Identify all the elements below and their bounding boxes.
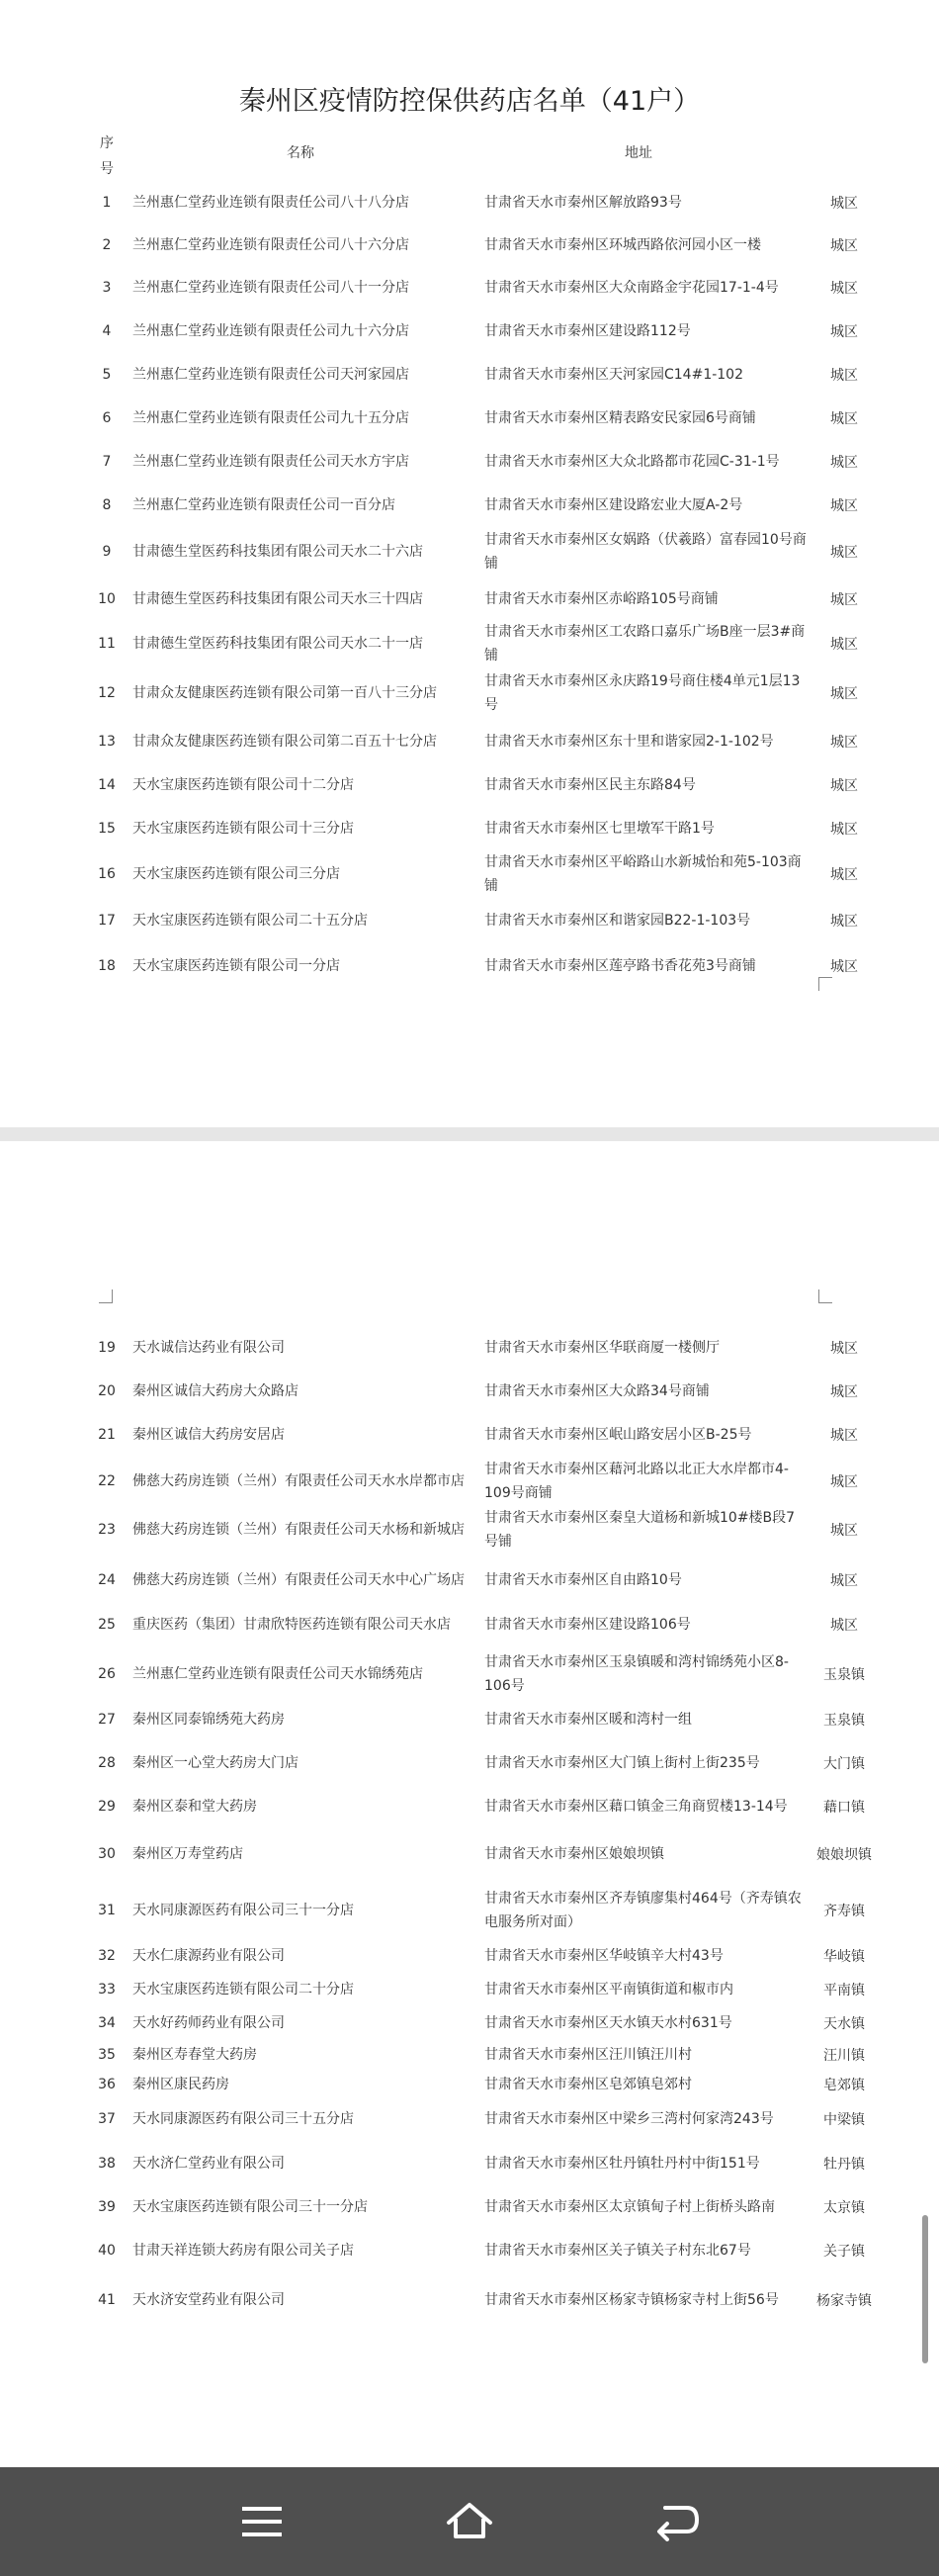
scrollbar[interactable] bbox=[922, 2215, 928, 2363]
row-district: 城区 bbox=[830, 455, 858, 471]
row-address: 甘肃省天水市秦州区解放路93号 bbox=[484, 195, 682, 211]
row-address: 甘肃省天水市秦州区大门镇上街村上街235号 bbox=[484, 1755, 760, 1771]
row-seq: 10 bbox=[98, 591, 116, 607]
row-name: 天水宝康医药连锁有限公司一分店 bbox=[132, 958, 340, 974]
row-address: 甘肃省天水市秦州区赤峪路105号商铺 bbox=[484, 591, 719, 607]
table-row bbox=[0, 1372, 939, 1411]
row-seq: 25 bbox=[98, 1617, 116, 1633]
row-district: 玉泉镇 bbox=[823, 1713, 865, 1729]
row-district: 齐寿镇 bbox=[823, 1904, 865, 1919]
row-name: 佛慈大药房连锁（兰州）有限责任公司天水中心广场店 bbox=[132, 1572, 465, 1588]
row-seq: 17 bbox=[98, 913, 116, 929]
table-row bbox=[0, 1328, 939, 1368]
row-name: 天水同康源医药有限公司三十一分店 bbox=[132, 1903, 354, 1918]
row-name: 天水好药师药业有限公司 bbox=[132, 2015, 285, 2031]
row-seq: 28 bbox=[98, 1755, 116, 1771]
table-row bbox=[0, 2280, 939, 2320]
row-seq: 21 bbox=[98, 1427, 116, 1443]
row-address: 甘肃省天水市秦州区大众路34号商铺 bbox=[484, 1383, 710, 1399]
row-seq: 23 bbox=[98, 1522, 116, 1538]
row-address: 甘肃省天水市秦州区女娲路（伏羲路）富春园10号商铺 bbox=[484, 532, 807, 572]
row-address: 甘肃省天水市秦州区建设路112号 bbox=[484, 323, 691, 339]
row-district: 城区 bbox=[830, 498, 858, 514]
row-name: 秦州区一心堂大药房大门店 bbox=[132, 1755, 299, 1771]
row-seq: 36 bbox=[98, 2077, 116, 2092]
row-address: 甘肃省天水市秦州区精表路安民家园6号商铺 bbox=[484, 410, 756, 426]
table-row bbox=[0, 1605, 939, 1644]
menu-button[interactable] bbox=[217, 2487, 306, 2556]
table-row bbox=[0, 1415, 939, 1455]
row-name: 兰州惠仁堂药业连锁有限责任公司天水方宇店 bbox=[132, 454, 409, 470]
header-seq: 序号 bbox=[100, 135, 114, 177]
table-row bbox=[0, 1454, 939, 1509]
row-seq: 8 bbox=[102, 497, 112, 513]
row-name: 甘肃德生堂医药科技集团有限公司天水三十四店 bbox=[132, 591, 423, 607]
row-address: 甘肃省天水市秦州区牡丹镇牡丹村中街151号 bbox=[484, 2156, 760, 2172]
table-row bbox=[0, 183, 939, 222]
row-seq: 9 bbox=[102, 544, 112, 560]
row-name: 佛慈大药房连锁（兰州）有限责任公司天水杨和新城店 bbox=[132, 1522, 465, 1538]
crop-mark bbox=[818, 1289, 832, 1303]
row-address: 甘肃省天水市秦州区杨家寺镇杨家寺村上街56号 bbox=[484, 2292, 779, 2308]
row-address: 甘肃省天水市秦州区大众南路金宇花园17-1-4号 bbox=[484, 280, 779, 296]
table-row bbox=[0, 809, 939, 848]
row-district: 城区 bbox=[830, 1523, 858, 1539]
row-address: 甘肃省天水市秦州区大众北路都市花园C-31-1号 bbox=[484, 454, 780, 470]
row-address: 甘肃省天水市秦州区玉泉镇暖和湾村锦绣苑小区8-106号 bbox=[484, 1654, 789, 1694]
row-seq: 12 bbox=[98, 685, 116, 701]
header-address: 地址 bbox=[625, 145, 652, 161]
row-seq: 7 bbox=[102, 454, 112, 470]
row-district: 皂郊镇 bbox=[823, 2078, 865, 2093]
row-seq: 24 bbox=[98, 1572, 116, 1588]
row-name: 天水宝康医药连锁有限公司二十五分店 bbox=[132, 913, 368, 929]
row-seq: 4 bbox=[102, 323, 112, 339]
row-name: 天水宝康医药连锁有限公司十二分店 bbox=[132, 777, 354, 793]
row-address: 甘肃省天水市秦州区藉口镇金三角商贸楼13-14号 bbox=[484, 1799, 788, 1815]
row-seq: 13 bbox=[98, 734, 116, 750]
row-address: 甘肃省天水市秦州区工农路口嘉乐广场B座一层3#商铺 bbox=[484, 624, 806, 664]
row-address: 甘肃省天水市秦州区民主东路84号 bbox=[484, 777, 696, 793]
row-seq: 19 bbox=[98, 1340, 116, 1356]
row-name: 秦州区寿春堂大药房 bbox=[132, 2047, 257, 2063]
table-row bbox=[0, 722, 939, 761]
row-district: 城区 bbox=[830, 1341, 858, 1357]
row-name: 秦州区诚信大药房大众路店 bbox=[132, 1383, 299, 1399]
row-name: 天水济安堂药业有限公司 bbox=[132, 2292, 285, 2308]
row-name: 天水同康源医药有限公司三十五分店 bbox=[132, 2111, 354, 2127]
row-address: 甘肃省天水市秦州区平南镇街道和椒市内 bbox=[484, 1982, 733, 1998]
row-seq: 35 bbox=[98, 2047, 116, 2063]
row-name: 天水诚信达药业有限公司 bbox=[132, 1340, 285, 1356]
row-address: 甘肃省天水市秦州区岷山路安居小区B-25号 bbox=[484, 1427, 752, 1443]
row-district: 平南镇 bbox=[823, 1983, 865, 1999]
row-district: 城区 bbox=[830, 1384, 858, 1400]
table-row bbox=[0, 2101, 939, 2137]
system-navbar bbox=[0, 2467, 939, 2576]
row-address: 甘肃省天水市秦州区太京镇甸子村上街桥头路南 bbox=[484, 2199, 775, 2215]
table-row bbox=[0, 765, 939, 805]
row-address: 甘肃省天水市秦州区秦皇大道杨和新城10#楼B段7号铺 bbox=[484, 1510, 796, 1550]
row-name: 兰州惠仁堂药业连锁有限责任公司天水锦绣苑店 bbox=[132, 1666, 423, 1682]
row-district: 汪川镇 bbox=[823, 2048, 865, 2064]
row-address: 甘肃省天水市秦州区藉河北路以北正大水岸都市4-109号商铺 bbox=[484, 1462, 789, 1501]
home-button[interactable] bbox=[425, 2487, 514, 2556]
row-address: 甘肃省天水市秦州区娘娘坝镇 bbox=[484, 1846, 664, 1862]
row-district: 城区 bbox=[830, 411, 858, 427]
row-name: 秦州区同泰锦绣苑大药房 bbox=[132, 1712, 285, 1728]
table-row bbox=[0, 2187, 939, 2227]
table-row bbox=[0, 1973, 939, 2006]
row-name: 天水仁康源药业有限公司 bbox=[132, 1948, 285, 1964]
table-row bbox=[0, 901, 939, 940]
table-row bbox=[0, 1939, 939, 1973]
row-address: 甘肃省天水市秦州区华岐镇辛大村43号 bbox=[484, 1948, 724, 1964]
table-row bbox=[0, 311, 939, 351]
crop-mark bbox=[99, 1289, 113, 1303]
table-row bbox=[0, 1834, 939, 1874]
row-district: 城区 bbox=[830, 735, 858, 751]
page-title: 秦州区疫情防控保供药店名单（41户） bbox=[238, 86, 701, 117]
table-row bbox=[0, 846, 939, 902]
row-address: 甘肃省天水市秦州区环城西路依河园小区一楼 bbox=[484, 237, 761, 253]
table-row bbox=[0, 616, 939, 671]
row-seq: 30 bbox=[98, 1846, 116, 1862]
row-district: 中梁镇 bbox=[823, 2112, 865, 2128]
row-seq: 26 bbox=[98, 1666, 116, 1682]
row-address: 甘肃省天水市秦州区天河家园C14#1-102 bbox=[484, 367, 744, 383]
row-name: 甘肃众友健康医药连锁有限公司第二百五十七分店 bbox=[132, 734, 437, 750]
row-name: 甘肃德生堂医药科技集团有限公司天水二十六店 bbox=[132, 544, 423, 560]
row-seq: 16 bbox=[98, 866, 116, 882]
row-seq: 18 bbox=[98, 958, 116, 974]
row-seq: 2 bbox=[102, 237, 112, 253]
row-name: 佛慈大药房连锁（兰州）有限责任公司天水水岸都市店 bbox=[132, 1473, 465, 1489]
row-seq: 27 bbox=[98, 1712, 116, 1728]
table-row bbox=[0, 2006, 939, 2040]
row-district: 城区 bbox=[830, 822, 858, 838]
row-name: 甘肃众友健康医药连锁有限公司第一百八十三分店 bbox=[132, 685, 437, 701]
row-district: 太京镇 bbox=[823, 2200, 865, 2216]
row-name: 天水宝康医药连锁有限公司三分店 bbox=[132, 866, 340, 882]
row-seq: 3 bbox=[102, 280, 112, 296]
table-row bbox=[0, 486, 939, 525]
back-icon bbox=[653, 2502, 701, 2541]
row-seq: 5 bbox=[102, 367, 112, 383]
table-row bbox=[0, 1646, 939, 1702]
row-address: 甘肃省天水市秦州区中梁乡三湾村何家湾243号 bbox=[484, 2111, 774, 2127]
table-row bbox=[0, 225, 939, 265]
table-row bbox=[0, 2231, 939, 2270]
row-seq: 39 bbox=[98, 2199, 116, 2215]
row-district: 城区 bbox=[830, 1618, 858, 1634]
row-district: 城区 bbox=[830, 637, 858, 653]
row-district: 城区 bbox=[830, 324, 858, 340]
row-name: 秦州区诚信大药房安居店 bbox=[132, 1427, 285, 1443]
row-address: 甘肃省天水市秦州区皂郊镇皂郊村 bbox=[484, 2077, 692, 2092]
table-row bbox=[0, 2144, 939, 2183]
row-seq: 1 bbox=[102, 195, 112, 211]
row-address: 甘肃省天水市秦州区东十里和谐家园2-1-102号 bbox=[484, 734, 774, 750]
row-address: 甘肃省天水市秦州区永庆路19号商住楼4单元1层13号 bbox=[484, 673, 801, 713]
row-name: 兰州惠仁堂药业连锁有限责任公司八十一分店 bbox=[132, 280, 409, 296]
table-row bbox=[0, 2069, 939, 2100]
table-row bbox=[0, 1700, 939, 1739]
row-district: 城区 bbox=[830, 867, 858, 883]
page-gap bbox=[0, 1127, 939, 1141]
row-name: 天水宝康医药连锁有限公司十三分店 bbox=[132, 821, 354, 837]
row-district: 关子镇 bbox=[823, 2244, 865, 2260]
row-name: 兰州惠仁堂药业连锁有限责任公司一百分店 bbox=[132, 497, 395, 513]
table-row bbox=[0, 399, 939, 438]
row-seq: 11 bbox=[98, 636, 116, 652]
row-name: 天水济仁堂药业有限公司 bbox=[132, 2156, 285, 2172]
row-seq: 15 bbox=[98, 821, 116, 837]
row-seq: 41 bbox=[98, 2292, 116, 2308]
row-district: 杨家寺镇 bbox=[816, 2293, 872, 2309]
table-row bbox=[0, 524, 939, 579]
row-address: 甘肃省天水市秦州区暖和湾村一组 bbox=[484, 1712, 692, 1728]
row-district: 城区 bbox=[830, 545, 858, 561]
row-seq: 37 bbox=[98, 2111, 116, 2127]
row-name: 重庆医药（集团）甘肃欣特医药连锁有限公司天水店 bbox=[132, 1617, 451, 1633]
row-district: 娘娘坝镇 bbox=[816, 1847, 872, 1863]
row-address: 甘肃省天水市秦州区莲亭路书香花苑3号商铺 bbox=[484, 958, 756, 974]
row-address: 甘肃省天水市秦州区齐寿镇廖集村464号（齐寿镇农电服务所对面） bbox=[484, 1891, 802, 1930]
row-district: 玉泉镇 bbox=[823, 1667, 865, 1683]
row-seq: 29 bbox=[98, 1799, 116, 1815]
row-district: 牡丹镇 bbox=[823, 2157, 865, 2173]
row-name: 甘肃德生堂医药科技集团有限公司天水二十一店 bbox=[132, 636, 423, 652]
menu-icon bbox=[242, 2505, 282, 2538]
row-address: 甘肃省天水市秦州区汪川镇汪川村 bbox=[484, 2047, 692, 2063]
row-seq: 20 bbox=[98, 1383, 116, 1399]
row-name: 兰州惠仁堂药业连锁有限责任公司八十八分店 bbox=[132, 195, 409, 211]
row-district: 城区 bbox=[830, 238, 858, 254]
home-icon bbox=[445, 2501, 494, 2542]
header-name: 名称 bbox=[287, 145, 314, 161]
table-row bbox=[0, 579, 939, 619]
row-district: 城区 bbox=[830, 196, 858, 212]
row-district: 天水镇 bbox=[823, 2016, 865, 2032]
row-name: 兰州惠仁堂药业连锁有限责任公司天河家园店 bbox=[132, 367, 409, 383]
row-address: 甘肃省天水市秦州区自由路10号 bbox=[484, 1572, 682, 1588]
row-address: 甘肃省天水市秦州区和谐家园B22-1-103号 bbox=[484, 913, 751, 929]
table-row bbox=[0, 666, 939, 721]
row-address: 甘肃省天水市秦州区关子镇关子村东北67号 bbox=[484, 2243, 751, 2259]
row-district: 城区 bbox=[830, 914, 858, 930]
row-name: 兰州惠仁堂药业连锁有限责任公司八十六分店 bbox=[132, 237, 409, 253]
row-address: 甘肃省天水市秦州区天水镇天水村631号 bbox=[484, 2015, 732, 2031]
row-name: 秦州区康民药房 bbox=[132, 2077, 229, 2092]
row-seq: 34 bbox=[98, 2015, 116, 2031]
table-row bbox=[0, 2039, 939, 2071]
row-name: 秦州区泰和堂大药房 bbox=[132, 1799, 257, 1815]
row-address: 甘肃省天水市秦州区七里墩军干路1号 bbox=[484, 821, 715, 837]
row-district: 城区 bbox=[830, 592, 858, 608]
row-district: 城区 bbox=[830, 1474, 858, 1490]
row-district: 城区 bbox=[830, 959, 858, 975]
table-row bbox=[0, 1502, 939, 1557]
row-name: 天水宝康医药连锁有限公司三十一分店 bbox=[132, 2199, 368, 2215]
table-row bbox=[0, 1879, 939, 1942]
row-seq: 32 bbox=[98, 1948, 116, 1964]
row-name: 兰州惠仁堂药业连锁有限责任公司九十五分店 bbox=[132, 410, 409, 426]
row-district: 城区 bbox=[830, 686, 858, 702]
row-address: 甘肃省天水市秦州区华联商厦一楼侧厅 bbox=[484, 1340, 720, 1356]
table-row bbox=[0, 1553, 939, 1608]
row-seq: 40 bbox=[98, 2243, 116, 2259]
row-name: 兰州惠仁堂药业连锁有限责任公司九十六分店 bbox=[132, 323, 409, 339]
table-row bbox=[0, 946, 939, 986]
table-row bbox=[0, 1743, 939, 1783]
row-seq: 31 bbox=[98, 1903, 116, 1918]
row-seq: 14 bbox=[98, 777, 116, 793]
row-district: 大门镇 bbox=[823, 1756, 865, 1772]
row-district: 城区 bbox=[830, 778, 858, 794]
row-seq: 6 bbox=[102, 410, 112, 426]
row-district: 藉口镇 bbox=[823, 1800, 865, 1816]
back-button[interactable] bbox=[633, 2487, 722, 2556]
row-name: 甘肃天祥连锁大药房有限公司关子店 bbox=[132, 2243, 354, 2259]
row-seq: 38 bbox=[98, 2156, 116, 2172]
row-address: 甘肃省天水市秦州区建设路宏业大厦A-2号 bbox=[484, 497, 743, 513]
row-name: 天水宝康医药连锁有限公司二十分店 bbox=[132, 1982, 354, 1998]
row-district: 城区 bbox=[830, 1428, 858, 1444]
row-name: 秦州区万寿堂药店 bbox=[132, 1846, 243, 1862]
table-row bbox=[0, 1787, 939, 1826]
row-district: 城区 bbox=[830, 1573, 858, 1589]
row-district: 城区 bbox=[830, 368, 858, 384]
row-address: 甘肃省天水市秦州区平峪路山水新城怡和苑5-103商铺 bbox=[484, 854, 802, 894]
row-address: 甘肃省天水市秦州区建设路106号 bbox=[484, 1617, 691, 1633]
row-district: 城区 bbox=[830, 281, 858, 297]
table-row bbox=[0, 355, 939, 395]
table-row bbox=[0, 268, 939, 308]
row-seq: 33 bbox=[98, 1982, 116, 1998]
row-district: 华岐镇 bbox=[823, 1949, 865, 1965]
table-row bbox=[0, 442, 939, 482]
row-seq: 22 bbox=[98, 1473, 116, 1489]
